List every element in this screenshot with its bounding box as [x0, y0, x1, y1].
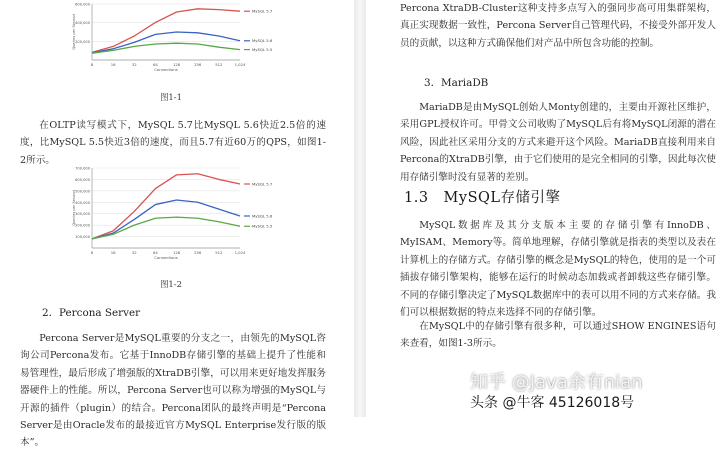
x-tick-label: 1,024 [234, 62, 246, 67]
series-line [92, 200, 240, 239]
mariadb-paragraph: MariaDB是由MySQL创始人Monty创建的，主要由开源社区维护，采用GPL授权许可。甲骨文公司收购了MySQL后有将MySQL闭源的潜在风险，因此社区采用分支的方式来避开这个风险。MariaDB直接利用来自Percona的XtraDB引擎，由于它们使用的是完全相同的引擎，因此每次使用存储引擎时没有显著的差别。 [400, 102, 716, 183]
show-engines-paragraph: 在MySQL中的存储引擎有很多种，可以通过SHOW ENGINES语句来查看，如图1-3所示。 [400, 321, 716, 350]
figure-1-1-chart [62, 0, 272, 80]
y-tick-label: 200,000 [75, 39, 90, 44]
figure-1-1-caption: 图1-1 [160, 92, 182, 102]
zhihu-watermark: 知乎 @Java余有nian [470, 372, 643, 393]
figure-1-2-chart [62, 160, 272, 264]
percona-paragraph: Percona Server是MySQL重要的分支之一，由领先的MySQL咨询公司Percona发布。它基于InnoDB存储引擎的基础上提升了性能和易管理性，最后形成了增强版的XtraDB引擎，可以用来更好地发挥服务器硬件上的性能。所以，Percona Server也可以称为增强的MySQL与开源的插件（plugin）的结合。Percona团队的最终声明是“Percona Server是由Oracle发布的最接近官方MySQL Enterprise发行版的版本”。 [20, 333, 326, 449]
x-tick-label: 64 [153, 62, 158, 67]
x-tick-label: 16 [110, 250, 116, 255]
legend-label: MySQL 5.7 [252, 181, 272, 187]
y-tick-label: 100,000 [75, 235, 90, 240]
x-tick-label: 1,024 [234, 250, 246, 255]
legend-label: MySQL 5.5 [252, 47, 272, 52]
series-line [92, 217, 240, 239]
figure-1-2-caption: 图1-2 [160, 279, 182, 289]
x-tick-label: 256 [194, 62, 202, 67]
y-tick-label: 600,000 [75, 177, 90, 182]
left-page [0, 0, 354, 449]
y-axis-label: Queries per Second [72, 190, 76, 226]
x-tick-label: 8 [90, 62, 94, 67]
x-tick-label: 512 [215, 62, 223, 67]
x-tick-label: 128 [172, 62, 181, 67]
x-axis-label: Connections [154, 67, 178, 72]
toutiao-watermark: 头条 @牛客 45126018号 [470, 395, 635, 411]
legend-label: MySQL 5.7 [252, 8, 272, 14]
xtradb-cluster-paragraph: Percona XtraDB-Cluster这种支持多点写入的强同步高可用集群架构，真正实现数据一致性，Percona Server自己管理代码，不接受外部开发人员的贡献，以这种方式确保他们对产品中所包含功能的控制。 [400, 3, 716, 49]
x-tick-label: 16 [110, 62, 116, 67]
section-1-3-heading: 1.3 MySQL存储引擎 [404, 190, 561, 206]
y-axis-label: Queries per Second [72, 14, 76, 50]
x-tick-label: 32 [131, 250, 137, 255]
x-axis-label: Connections [154, 255, 178, 260]
y-tick-label: 700,000 [75, 166, 90, 171]
oltp-paragraph: 在OLTP读写模式下，MySQL 5.7比MySQL 5.6快近2.5倍的速度，比MySQL 5.5快近3倍的速度，而且5.7有近60万的QPS，如图1-2所示。 [20, 120, 326, 166]
x-tick-label: 128 [172, 250, 181, 255]
x-tick-label: 32 [131, 62, 137, 67]
x-tick-label: 64 [153, 250, 158, 255]
y-tick-label: 600,000 [75, 2, 90, 7]
page-gutter [354, 0, 366, 417]
y-tick-label: 200,000 [75, 223, 90, 228]
x-tick-label: 256 [194, 250, 202, 255]
y-tick-label: 500,000 [75, 189, 90, 194]
series-line [92, 174, 240, 239]
legend-label: MySQL 5.6 [252, 213, 272, 219]
y-tick-label: 300,000 [75, 212, 90, 217]
storage-engine-paragraph: MySQL数据库及其分支版本主要的存储引擎有InnoDB、MyISAM、Memory等。简单地理解，存储引擎就是指表的类型以及表在计算机上的存储方式。存储引擎的概念是MySQL的特色，使用的是一个可插拔存储引擎架构，能够在运行的时候动态加载或者卸载这些存储引擎。不同的存储引擎决定了MySQL数据库中的表可以用不同的方式来存储。我们可以根据数据的特点来选择不同的存储引擎。 [400, 220, 716, 319]
section-mariadb-title: 3．MariaDB [424, 77, 489, 89]
y-tick-label: 400,000 [75, 200, 90, 205]
section-percona-title: 2．Percona Server [42, 307, 141, 319]
y-tick-label: 400,000 [75, 21, 90, 26]
series-line [92, 9, 240, 53]
legend-label: MySQL 5.5 [252, 223, 272, 229]
x-tick-label: 8 [90, 250, 94, 255]
legend-label: MySQL 5.6 [252, 38, 272, 44]
right-page [366, 0, 720, 417]
x-tick-label: 512 [215, 250, 223, 255]
